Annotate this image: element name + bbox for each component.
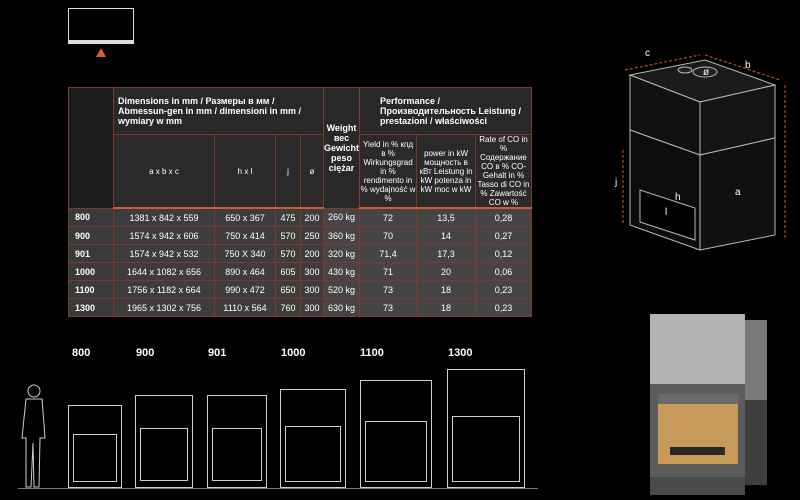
hl-cell: 750 X 340 [215, 245, 276, 263]
label-o: ø [703, 67, 710, 78]
yield-cell: 73 [360, 299, 417, 317]
ground-line [18, 488, 538, 489]
label-c: c [645, 48, 650, 59]
yield-header: Yield in % кпд в % Wirkungsgrad in % rendimento in % wydajność w % [360, 135, 417, 209]
base-bar-icon [68, 40, 134, 44]
o-cell: 300 [301, 281, 324, 299]
model-label: 900 [136, 347, 155, 359]
j-cell: 570 [276, 245, 301, 263]
yield-cell: 71,4 [360, 245, 417, 263]
power-cell: 17,3 [417, 245, 476, 263]
abc-cell: 1965 x 1302 x 756 [114, 299, 215, 317]
abc-cell: 1574 x 942 x 532 [114, 245, 215, 263]
o-cell: 300 [301, 299, 324, 317]
unit-outline-icon [68, 8, 134, 44]
hl-cell: 890 x 464 [215, 263, 276, 281]
co-cell: 0,28 [476, 208, 532, 227]
table-row [69, 245, 532, 263]
j-cell: 760 [276, 299, 301, 317]
power-cell: 13,5 [417, 208, 476, 227]
hl-cell: 1110 x 564 [215, 299, 276, 317]
unit-901-outline [207, 395, 267, 488]
label-j: j [615, 177, 618, 188]
weight-cell: 430 kg [324, 263, 360, 281]
yield-cell: 72 [360, 208, 417, 227]
o-header: ø [301, 135, 324, 209]
table-row [69, 263, 532, 281]
axbxc-header: a x b x c [114, 135, 215, 209]
label-l: l [665, 207, 668, 218]
table-row [69, 208, 532, 227]
table-row [69, 281, 532, 299]
performance-header: Performance / Производительность Leistung / prestazioni / właściwości [360, 88, 532, 135]
label-h: h [675, 192, 681, 203]
yield-cell: 71 [360, 263, 417, 281]
hl-cell: 990 x 472 [215, 281, 276, 299]
co-cell: 0,12 [476, 245, 532, 263]
unit-900-outline [135, 395, 193, 488]
co-header: Rate of CO in % Содержание CO в % CO-Gehalt in % Tasso di CO in % Zawartość CO w % [477, 135, 530, 207]
fireplace-photo [640, 312, 770, 497]
j-cell: 570 [276, 227, 301, 245]
model-cell: 1100 [69, 281, 114, 299]
model-cell: 1300 [69, 299, 114, 317]
person-silhouette-icon [16, 383, 50, 489]
power-cell: 18 [417, 299, 476, 317]
unit-1300-outline [447, 369, 525, 488]
yield-cell: 73 [360, 281, 417, 299]
o-cell: 250 [301, 227, 324, 245]
model-cell: 900 [69, 227, 114, 245]
power-cell: 18 [417, 281, 476, 299]
co-cell: 0,23 [476, 299, 532, 317]
power-cell: 20 [417, 263, 476, 281]
abc-cell: 1756 x 1182 x 664 [114, 281, 215, 299]
model-cell: 901 [69, 245, 114, 263]
co-cell: 0,27 [476, 227, 532, 245]
dimension-diagram [605, 40, 795, 280]
label-a: a [735, 187, 741, 198]
model-label: 1000 [281, 347, 306, 359]
label-b: b [745, 60, 751, 71]
weight-cell: 260 kg [324, 208, 360, 227]
power-cell: 14 [417, 227, 476, 245]
j-header: j [276, 135, 301, 209]
table-row [69, 299, 532, 317]
abc-cell: 1381 x 842 x 559 [114, 208, 215, 227]
yield-cell: 70 [360, 227, 417, 245]
o-cell: 200 [301, 208, 324, 227]
weight-header: Weight вес Gewicht peso ciężar [324, 88, 360, 209]
weight-cell: 630 kg [324, 299, 360, 317]
model-label: 901 [208, 347, 227, 359]
model-cell: 800 [69, 208, 114, 227]
model-label: 1100 [360, 347, 384, 359]
hxl-header: h x l [215, 135, 276, 209]
abc-cell: 1574 x 942 x 606 [114, 227, 215, 245]
model-cell: 1000 [69, 263, 114, 281]
table-row [69, 227, 532, 245]
unit-1000-outline [280, 389, 346, 488]
unit-800-outline [68, 405, 122, 488]
hl-cell: 650 x 367 [215, 208, 276, 227]
model-label: 800 [72, 347, 91, 359]
j-cell: 650 [276, 281, 301, 299]
spec-table [68, 87, 532, 317]
o-cell: 300 [301, 263, 324, 281]
model-label: 1300 [448, 347, 473, 359]
unit-1100-outline [360, 380, 432, 488]
j-cell: 605 [276, 263, 301, 281]
o-cell: 200 [301, 245, 324, 263]
dimensions-header: Dimensions in mm / Размеры в мм / Abmessun-gen in mm / dimensioni in mm / wymiary w mm [114, 88, 324, 135]
arrow-up-icon [96, 48, 106, 57]
weight-cell: 360 kg [324, 227, 360, 245]
abc-cell: 1644 x 1082 x 656 [114, 263, 215, 281]
co-cell: 0,06 [476, 263, 532, 281]
corner-cell [69, 88, 114, 209]
j-cell: 475 [276, 208, 301, 227]
weight-cell: 520 kg [324, 281, 360, 299]
power-header: power in kW мощность в кВт Leistung in kW potenza in kW moc w kW [417, 135, 476, 209]
weight-cell: 320 kg [324, 245, 360, 263]
hl-cell: 750 x 414 [215, 227, 276, 245]
co-cell: 0,23 [476, 281, 532, 299]
